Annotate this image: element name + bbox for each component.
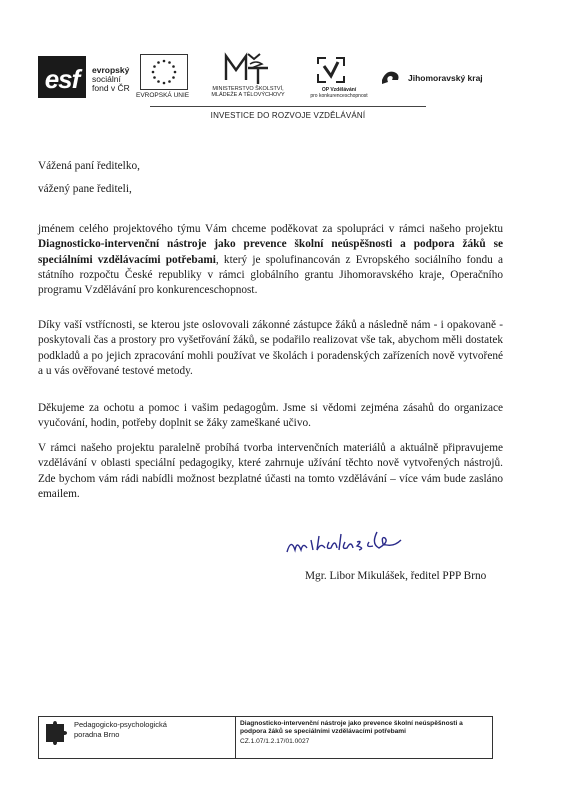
- esf-caption-line: evropský: [92, 65, 130, 75]
- msmt-caption: [200, 86, 296, 98]
- esf-caption-line: sociální: [92, 74, 121, 84]
- ppp-label-line: poradna Brno: [74, 730, 120, 739]
- msmt-caption-line: MLÁDEŽE A TĚLOVÝCHOVY: [211, 92, 285, 98]
- eu-label: EVROPSKÁ UNIE: [136, 92, 190, 99]
- op-vk-logo-icon: [314, 54, 348, 86]
- paragraph-3: Děkujeme za ochotu a pomoc i vašim pedagogům. Jsme si vědomi zejména zásahů do organizace vyučování, hodin, potřeby doplnit se žáky zameškané učivo.: [38, 402, 503, 430]
- eu-flag-icon: [140, 54, 188, 90]
- ppp-label: [74, 720, 167, 740]
- op-caption: [310, 87, 368, 99]
- paragraph-1-end: , který je spolufinancován z Evropského sociálního fondu a státního rozpočtu České republiky v rámci globálního grantu Jihomoravského kraje, Operačního programu Vzdělávání pro konkurenceschopnost.: [38, 253, 504, 297]
- msmt-caption-line: MINISTERSTVO ŠKOLSTVÍ,: [212, 86, 284, 92]
- op-caption-line: OP Vzdělávání: [321, 87, 357, 93]
- jmk-label: Jihomoravský kraj: [408, 73, 483, 83]
- esf-caption-line: fond v ČR: [92, 83, 130, 93]
- ppp-label-line: Pedagogicko-psychologická: [74, 720, 167, 729]
- paragraph-4: V rámci našeho projektu paralelně probíhá tvorba intervenčních materiálů a aktuálně připravujeme vzdělávání v oblasti speciální pedagogiky, které zahrnuje užívání těchto nově vytvořených nástrojů. Zde bychom vám rádi nabídli možnost bezplatné účasti na tomto vzdělávání – více vám bude zasláno emailem.: [38, 442, 503, 500]
- header-divider: [150, 106, 426, 107]
- msmt-logo-icon: [222, 50, 270, 86]
- header-tagline: INVESTICE DO ROZVOJE VZDĚLÁVÁNÍ: [210, 111, 366, 120]
- puzzle-icon: [44, 720, 70, 750]
- paragraph-2: Díky vaší vstřícnosti, se kterou jste oslovovali zákonné zástupce žáků a následně nám - i opakovaně - poskytovali čas a prostory pro vyšetřování žáků, se podařilo realizovat vše tak, abychom měli dostatek podkladů a po jejich zpracování mohli používat ve školách i poradenských zařízeních nově vytvořené a u vás ověřované testové metody.: [38, 319, 503, 377]
- jmk-logo-icon: [380, 68, 402, 86]
- greeting-2: vážený pane řediteli,: [38, 183, 132, 195]
- footer-project-code: CZ.1.07/1.2.17/01.0027: [240, 738, 310, 745]
- esf-logo-text: esf: [44, 64, 80, 94]
- footer-project-title: Diagnosticko-intervenční nástroje jako prevence školní neúspěšnosti a podpora žáků se speciálními vzdělávacími potřebami: [240, 720, 463, 735]
- paragraph-1: [38, 222, 503, 298]
- project-name: Diagnosticko-intervenční nástroje jako prevence školní neúspěšnosti a podpora žáků se speciálními vzdělávacími potřebami: [38, 238, 503, 266]
- paragraph-1-start: jménem celého projektového týmu Vám chceme poděkovat za spolupráci v rámci našeho projektu: [38, 223, 503, 235]
- signature-name: Mgr. Libor Mikulášek, ředitel PPP Brno: [305, 570, 487, 582]
- op-caption-line: pro konkurenceschopnost: [310, 93, 368, 99]
- handwritten-signature: [285, 528, 405, 562]
- esf-caption: [92, 66, 140, 93]
- greeting-1: Vážená paní ředitelko,: [38, 160, 140, 172]
